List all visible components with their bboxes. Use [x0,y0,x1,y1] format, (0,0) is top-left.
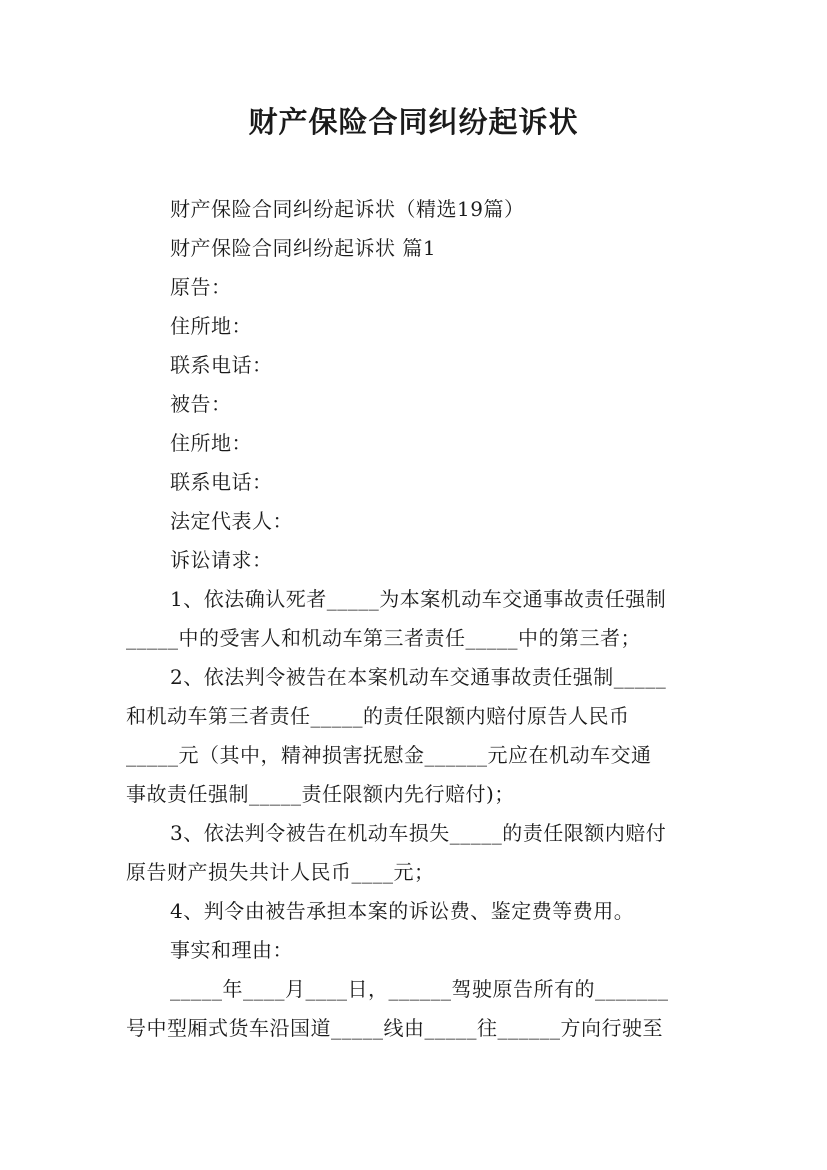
document-title: 财产保险合同纠纷起诉状 [248,105,579,139]
claim-2-line-2: 和机动车第三者责任_____的责任限额内赔付原告人民币 [126,704,630,728]
claim-2-line-4: 事故责任强制_____责任限额内先行赔付)； [126,782,515,806]
defendant-phone-label: 联系电话： [170,470,273,494]
claim-3-line-2: 原告财产损失共计人民币____元； [126,860,435,884]
plaintiff-phone-label: 联系电话： [170,353,273,377]
subtitle-line: 财产保险合同纠纷起诉状（精选19篇） [170,197,525,221]
claims-label: 诉讼请求： [170,548,273,572]
defendant-address-label: 住所地： [170,431,252,455]
document-body [126,190,702,1048]
claim-2-line-1: 2、依法判令被告在本案机动车交通事故责任强制_____ [170,665,667,689]
legal-representative-label: 法定代表人： [170,509,293,533]
plaintiff-label: 原告： [170,275,232,299]
plaintiff-address-label: 住所地： [170,314,252,338]
claim-1-line-1: 1、依法确认死者_____为本案机动车交通事故责任强制 [170,587,667,611]
facts-line-2: 号中型厢式货车沿国道_____线由_____往______方向行驶至 [126,1016,663,1040]
claim-4-line-1: 4、判令由被告承担本案的诉讼费、鉴定费等费用。 [170,899,635,923]
claim-3-line-1: 3、依法判令被告在机动车损失_____的责任限额内赔付 [170,821,667,845]
section-heading: 财产保险合同纠纷起诉状 篇1 [170,236,437,260]
facts-line-1: _____年____月____日，______驾驶原告所有的_______ [170,977,669,1001]
claim-1-line-2: _____中的受害人和机动车第三者责任_____中的第三者； [126,626,641,650]
facts-label: 事实和理由： [170,938,293,962]
defendant-label: 被告： [170,392,232,416]
claim-2-line-3: _____元（其中，精神损害抚慰金______元应在机动车交通 [126,743,652,767]
